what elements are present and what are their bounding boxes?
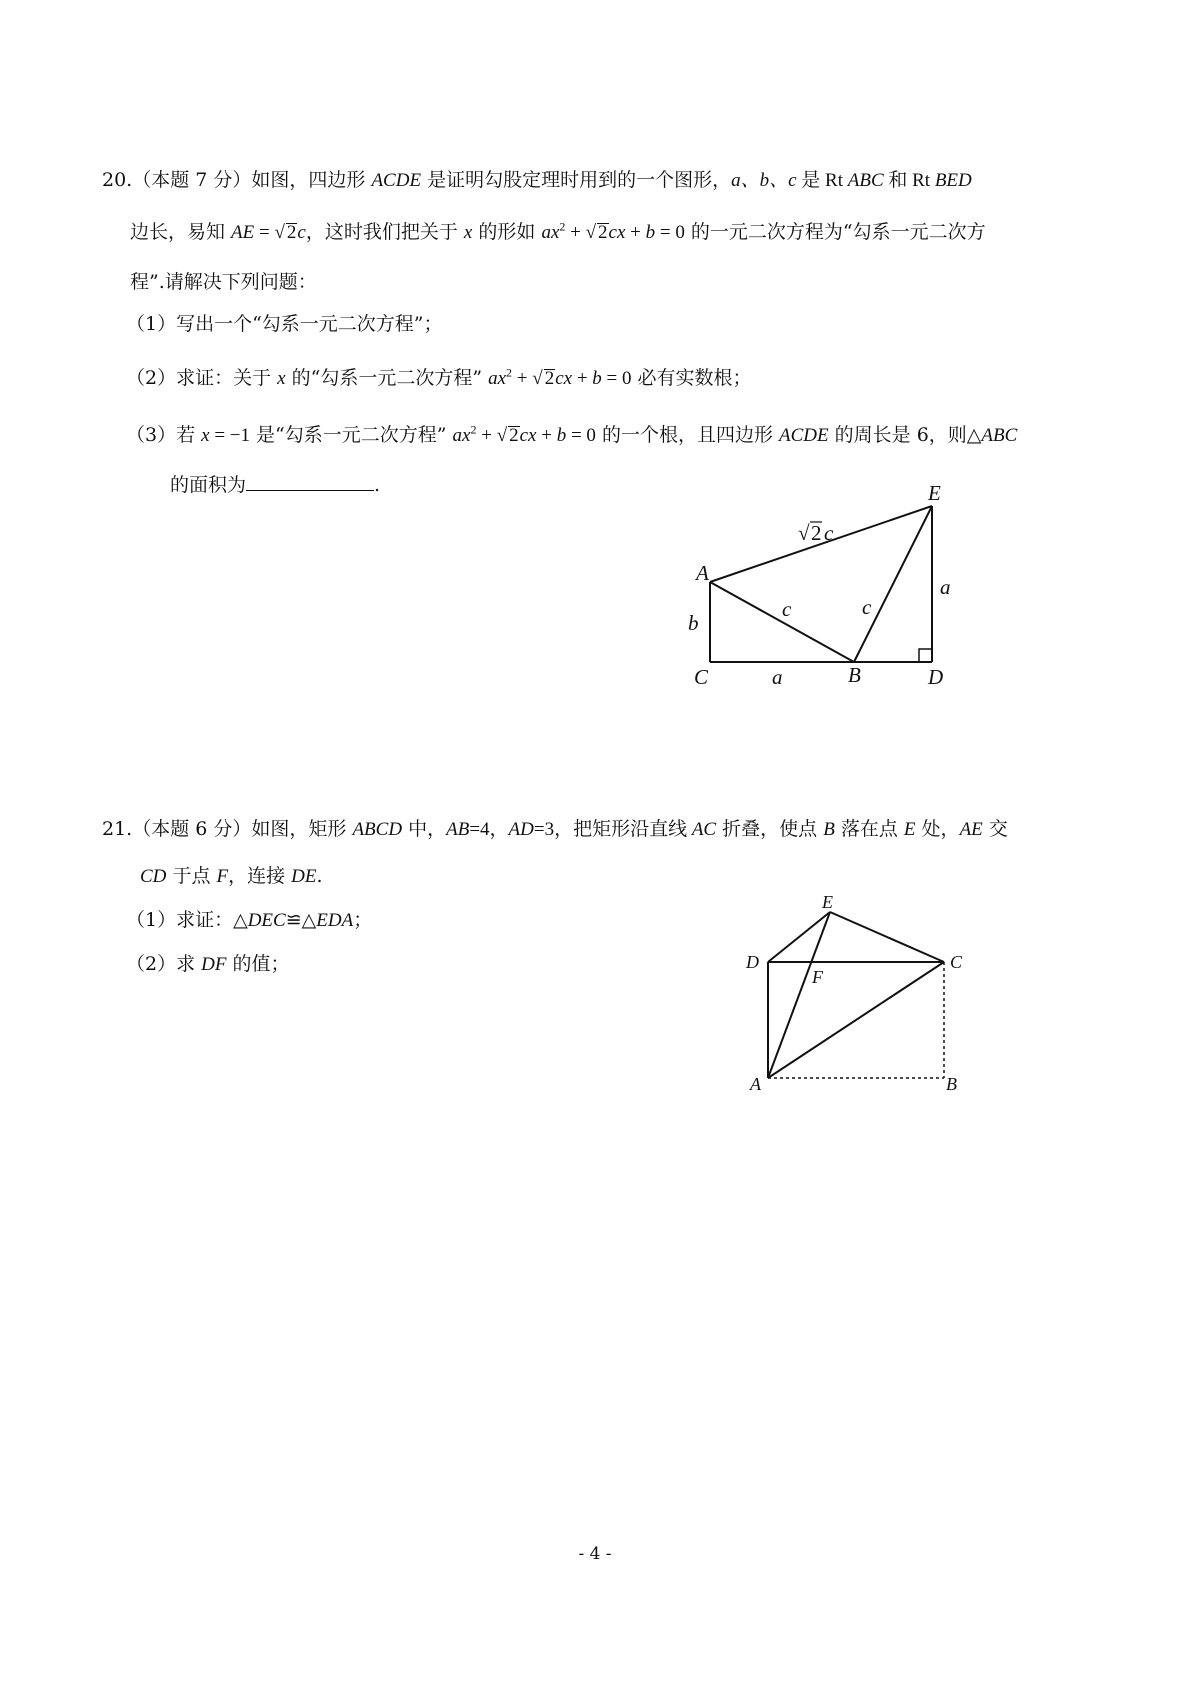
math-vars: a、b、c: [731, 170, 797, 191]
math-acde: ACDE: [779, 425, 829, 446]
label-d: D: [746, 952, 759, 972]
text: （2）求: [126, 953, 202, 975]
text: （1）写出一个“勾系一元二次方程”；: [126, 313, 443, 335]
text: = 0: [601, 368, 632, 389]
q21-part-2: [126, 950, 290, 979]
text: +: [625, 222, 646, 243]
label-side-c-ab: c: [782, 597, 792, 621]
math-ad: AD: [508, 819, 534, 840]
text: 的一元二次方程为“勾系一元二次方: [684, 221, 986, 243]
math-ae: AE: [231, 222, 255, 243]
text: 必有实数根；: [631, 367, 752, 389]
q21-number: 21.: [102, 818, 133, 840]
math-ab: AB: [446, 819, 470, 840]
text: =: [254, 222, 275, 243]
text: 和 Rt: [883, 170, 935, 191]
text: 的周长是 6，则△: [828, 424, 982, 446]
math-b: b: [592, 368, 602, 389]
math-dec: DEC: [247, 910, 286, 931]
text: 如图，矩形: [251, 818, 353, 840]
math-b: B: [823, 819, 835, 840]
math-ae: AE: [959, 819, 983, 840]
math-f: F: [216, 866, 229, 887]
text: 是 Rt: [796, 170, 848, 191]
text: 如图，四边形: [251, 169, 372, 191]
label-b: B: [946, 1074, 957, 1094]
math-de: DE: [291, 866, 317, 887]
math-cx: cx: [519, 425, 537, 446]
q21-figure: [738, 888, 978, 1108]
text: 折叠，使点: [716, 818, 824, 840]
text: （3）若: [126, 424, 202, 446]
text: = 0: [566, 425, 596, 446]
math-ax: ax: [452, 425, 471, 446]
label-a: A: [696, 561, 709, 585]
text: （1）求证：△: [126, 909, 248, 931]
math-cx: cx: [555, 368, 573, 389]
text: +: [565, 222, 586, 243]
label-c: C: [950, 952, 963, 972]
label-d: D: [928, 665, 944, 689]
text: ，连接: [228, 865, 292, 887]
math-x: x: [463, 222, 473, 243]
text: .: [374, 474, 381, 496]
right-angle-mark: [919, 649, 932, 662]
q21-score: （本题 6 分）: [132, 818, 252, 840]
segment-ac: [768, 962, 944, 1078]
text: +: [476, 425, 497, 446]
label-e: E: [928, 481, 941, 505]
math-df: DF: [201, 954, 227, 975]
text: 程”.请解决下列问题：: [130, 271, 317, 293]
math-abcd: ABCD: [352, 819, 403, 840]
sqrt-2: 2: [598, 222, 608, 243]
label-c: C: [694, 665, 709, 689]
text: +: [572, 368, 593, 389]
label-a: A: [750, 1074, 761, 1094]
q20-line-2: 边长，易知 AE = √ 2c，这时我们把关于 x 的形如 $ax^2$ + √ 2cx + b = 0 的一元二次方程为“勾系一元二次方: [130, 219, 986, 243]
label-f: F: [812, 967, 823, 987]
text: ，这时我们把关于: [305, 221, 464, 243]
q20-part-1: [126, 310, 443, 338]
math-b: b: [645, 222, 656, 243]
q20-line-1: [102, 166, 972, 195]
text: 的面积为: [170, 474, 247, 496]
label-side-b: b: [688, 611, 699, 635]
q21-line-2: [140, 862, 323, 891]
math-abc: ABC: [847, 170, 884, 191]
segment-ec: [830, 912, 944, 962]
sqrt-2: 2: [544, 368, 555, 389]
q21-line-1: [102, 815, 1008, 844]
label-side-a-bottom: a: [772, 665, 783, 689]
text: 边长，易知: [130, 221, 232, 243]
label-b: B: [848, 663, 861, 687]
label-e: E: [822, 892, 833, 912]
text: 的值；: [226, 953, 290, 975]
text: = −1: [209, 425, 251, 446]
math-e: E: [903, 819, 916, 840]
q20-part-2: （2）求证：关于 x 的“勾系一元二次方程” $ax^2$ + √ 2cx + b = 0 必有实数根；: [126, 365, 752, 389]
text: 的一个根，且四边形: [595, 424, 780, 446]
text: =3，把矩形沿直线: [533, 819, 692, 840]
q21-part-1: [126, 906, 372, 935]
label-ae-sqrt2c: [798, 521, 834, 545]
q20-figure: [670, 478, 990, 698]
text: ≌△: [285, 909, 317, 931]
q20-line-3: [130, 268, 317, 296]
text: 处，: [915, 818, 960, 840]
math-ax: ax: [541, 222, 560, 243]
text: （2）求证：关于: [126, 367, 278, 389]
label-c: c: [824, 521, 834, 545]
math-eda: EDA: [316, 910, 354, 931]
text: 于点: [166, 865, 217, 887]
text: 是证明勾股定理时用到的一个图形，: [421, 169, 732, 191]
q20-number: 20.: [102, 169, 133, 191]
label-sqrt-2: 2: [811, 521, 822, 545]
text: 是“勾系一元二次方程”: [250, 424, 453, 446]
sqrt-2: 2: [286, 222, 297, 243]
math-c: c: [297, 222, 306, 243]
text: ；: [353, 909, 373, 931]
q20-part-3: （3）若 x = −1 是“勾系一元二次方程” $ax^2$ + √ 2cx + b = 0 的一个根，且四边形 ACDE 的周长是 6，则△ABC: [126, 422, 1018, 446]
math-abc: ABC: [981, 425, 1018, 446]
math-cd: CD: [140, 866, 167, 887]
math-x: x: [277, 368, 286, 389]
answer-blank[interactable]: [246, 470, 374, 491]
math-b: b: [556, 425, 567, 446]
label-side-c-be: c: [862, 595, 872, 619]
q20-part-3-cont: [170, 470, 380, 499]
svg-text:√: √: [798, 521, 810, 545]
math-ac: AC: [691, 819, 717, 840]
text: 交: [982, 818, 1008, 840]
text: = 0: [655, 222, 685, 243]
math-cx: cx: [608, 222, 626, 243]
text: 中，: [402, 818, 447, 840]
sqrt-2: 2: [509, 425, 519, 446]
text: 的“勾系一元二次方程”: [285, 367, 489, 389]
text: 落在点: [834, 818, 904, 840]
math-acde: ACDE: [371, 170, 422, 191]
math-x: x: [201, 425, 210, 446]
math-ax: ax: [488, 368, 507, 389]
text: 的形如: [472, 221, 542, 243]
segment-ab: [710, 582, 854, 662]
text: +: [536, 425, 557, 446]
q20-score: （本题 7 分）: [132, 169, 252, 191]
text: .: [316, 865, 323, 887]
math-bed: BED: [934, 170, 972, 191]
label-side-a-right: a: [940, 575, 951, 599]
text: =4，: [469, 819, 509, 840]
page-number: - 4 -: [578, 1544, 612, 1564]
text: +: [512, 368, 533, 389]
